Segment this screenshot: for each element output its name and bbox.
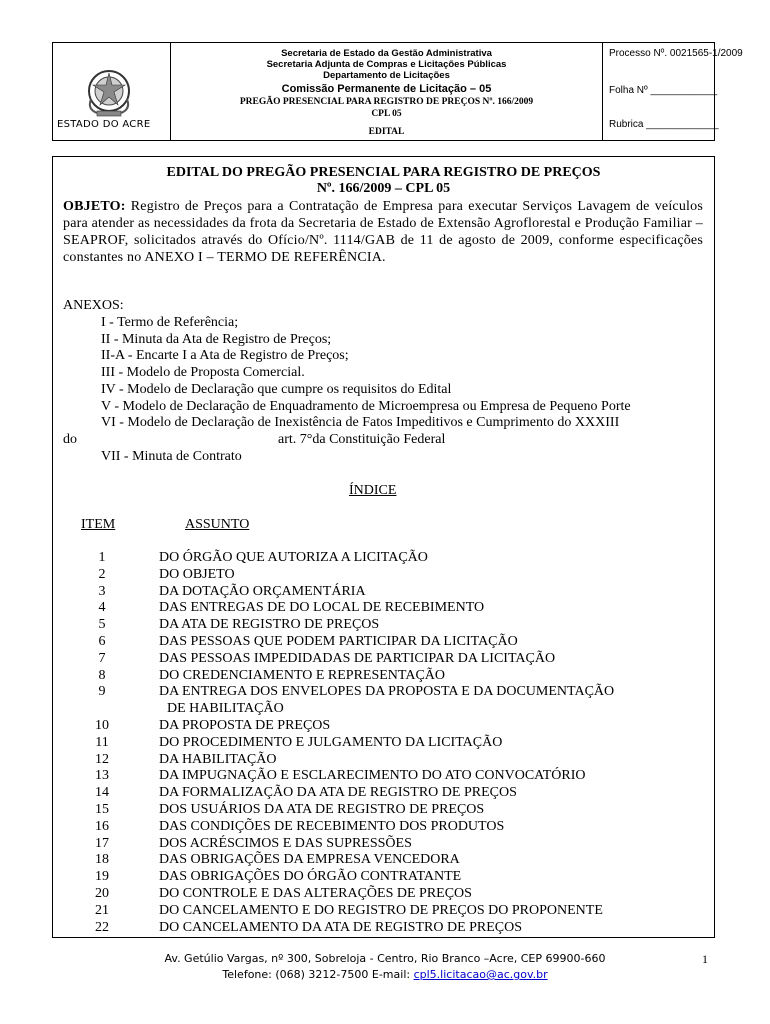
index-item-number: 10 [95, 718, 109, 733]
index-item-number: 2 [98, 566, 106, 582]
footer-phone: Telefone: (068) 3212-7500 E-mail: [222, 968, 414, 981]
departamento-text: Departamento de Licitações [323, 70, 450, 81]
index-item-number: 9 [98, 684, 106, 700]
header-logo-cell [53, 43, 171, 140]
index-item-number: 11 [95, 734, 109, 750]
secretaria-text: Secretaria de Estado da Gestão Administrativa [281, 48, 492, 59]
edital-text: EDITAL [368, 127, 405, 137]
index-item-title: DOS USUÁRIOS DA ATA DE REGISTRO DE PREÇOS [159, 802, 485, 817]
index-item-title: DO OBJETO [159, 566, 235, 582]
index-item-number: 1 [98, 550, 106, 565]
index-item-number: 15 [95, 802, 109, 817]
anexo-item: VII - Minuta de Contrato [101, 449, 242, 464]
footer-contact [0, 968, 770, 981]
index-item-title: DOS ACRÉSCIMOS E DAS SUPRESSÕES [159, 835, 412, 851]
index-item-number: 8 [98, 667, 106, 683]
index-item-number: 18 [95, 852, 109, 868]
index-item-number: 16 [95, 818, 109, 834]
index-item-title: DAS OBRIGAÇÕES DA EMPRESA VENCEDORA [159, 852, 460, 868]
indice-title: ÍNDICE [349, 483, 397, 498]
index-item-title: DA DOTAÇÃO ORÇAMENTÁRIA [159, 583, 366, 599]
comissao-text: Comissão Permanente de Licitação – 05 [281, 83, 492, 95]
document-body [52, 156, 715, 938]
index-item-number: 4 [98, 600, 106, 616]
index-item-number: 5 [98, 617, 106, 633]
anexo-item: IV - Modelo de Declaração que cumpre os requisitos do Edital [101, 382, 452, 397]
index-item-title: DO CREDENCIAMENTO E REPRESENTAÇÃO [159, 667, 446, 683]
processo-text: Processo Nº. 0021565-1/2009 [609, 48, 743, 59]
header-process-cell [603, 43, 743, 140]
anexo-do-text: do [63, 432, 77, 447]
index-item-title: DO PROCEDIMENTO E JULGAMENTO DA LICITAÇÃO [159, 734, 503, 750]
col-assunto-header: ASSUNTO [185, 517, 250, 532]
index-item-number: 19 [95, 869, 109, 885]
page-number: 1 [702, 952, 708, 966]
anexo-item: II-A - Encarte I a Ata de Registro de Preços; [101, 348, 349, 363]
index-item-title: DA HABILITAÇÃO [159, 751, 277, 767]
index-item-title: DA FORMALIZAÇÃO DA ATA DE REGISTRO DE PREÇOS [159, 785, 517, 801]
state-label: ESTADO DO ACRE [57, 119, 151, 130]
anexos-label: ANEXOS: [63, 298, 124, 313]
cpl-text: CPL 05 [371, 109, 402, 119]
index-item-number: 17 [95, 835, 109, 851]
index-item-title-continued: DE HABILITAÇÃO [167, 701, 284, 717]
index-item-title: DA ATA DE REGISTRO DE PREÇOS [159, 617, 380, 633]
index-item-title: DA IMPUGNAÇÃO E ESCLARECIMENTO DO ATO CONVOCATÓRIO [159, 768, 586, 784]
index-item-title: DO CANCELAMENTO E DO REGISTRO DE PREÇOS DO PROPONENTE [159, 902, 603, 918]
objeto-paragraph [63, 198, 703, 266]
footer-address: Av. Getúlio Vargas, nº 300, Sobreloja - Centro, Rio Branco –Acre, CEP 69900-660 [164, 952, 606, 965]
anexo-item: I - Termo de Referência; [101, 315, 239, 330]
index-item-title: DAS PESSOAS IMPEDIDADAS DE PARTICIPAR DA LICITAÇÃO [159, 650, 556, 666]
index-item-title: DAS PESSOAS QUE PODEM PARTICIPAR DA LICITAÇÃO [159, 634, 518, 649]
anexo-item: art. 7°da Constituição Federal [278, 432, 446, 447]
footer-email-link[interactable]: cpl5.licitacao@ac.gov.br [413, 968, 548, 981]
index-item-number: 6 [98, 634, 106, 649]
objeto-label: OBJETO: [63, 199, 126, 214]
document-header [52, 42, 743, 141]
header-title-cell [171, 43, 603, 140]
index-item-number: 12 [95, 751, 109, 767]
index-item-title: DA ENTREGA DOS ENVELOPES DA PROPOSTA E DA DOCUMENTAÇÃO [159, 684, 615, 700]
folha-field: Folha Nº ____________ [609, 85, 718, 96]
document-subtitle: Nº. 166/2009 – CPL 05 [316, 181, 451, 196]
state-coat-of-arms-icon [83, 65, 135, 125]
index-item-title: DO ÓRGÃO QUE AUTORIZA A LICITAÇÃO [159, 550, 428, 565]
index-item-number: 22 [95, 919, 109, 935]
index-item-title: DO CONTROLE E DAS ALTERAÇÕES DE PREÇOS [159, 886, 472, 901]
anexo-item: III - Modelo de Proposta Comercial. [101, 365, 305, 380]
index-item-number: 3 [98, 583, 106, 599]
index-item-title: DA PROPOSTA DE PREÇOS [159, 718, 331, 733]
anexo-item: V - Modelo de Declaração de Enquadramento de Microempresa ou Empresa de Pequeno Porte [101, 399, 631, 414]
index-item-number: 20 [95, 886, 109, 901]
index-item-title: DO CANCELAMENTO DA ATA DE REGISTRO DE PREÇOS [159, 919, 523, 935]
anexo-item: VI - Modelo de Declaração de Inexistência de Fatos Impeditivos e Cumprimento do XXXIII [101, 415, 620, 430]
index-item-number: 14 [95, 785, 109, 801]
index-item-number: 7 [98, 650, 106, 666]
rubrica-field: Rubrica _____________ [609, 119, 719, 130]
anexo-item: II - Minuta da Ata de Registro de Preços; [101, 332, 332, 347]
pregao-text: PREGÃO PRESENCIAL PARA REGISTRO DE PREÇOS Nº. 166/2009 [239, 97, 534, 107]
secretaria-adjunta-text: Secretaria Adjunta de Compras e Licitações Públicas [266, 59, 507, 70]
index-item-title: DAS OBRIGAÇÕES DO ÓRGÃO CONTRATANTE [159, 869, 462, 885]
index-item-number: 13 [95, 768, 109, 784]
col-item-header: ITEM [81, 517, 116, 532]
index-item-number: 21 [95, 902, 109, 918]
index-item-title: DAS ENTREGAS DE DO LOCAL DE RECEBIMENTO [159, 600, 485, 616]
objeto-text: Registro de Preços para a Contratação de Empresa para executar Serviços Lavagem de veículos para atender as necessidades da frota da Secretaria de Estado de Extensão Agroflorestal e Produção Familiar – SEAPROF, solicitados através do Ofício/Nº. 1114/GAB de 11 de agosto de 2009, conforme especificações constantes no ANEXO I – TERMO DE REFERÊNCIA. [63, 199, 703, 265]
document-title: EDITAL DO PREGÃO PRESENCIAL PARA REGISTRO DE PREÇOS [166, 165, 601, 180]
index-item-title: DAS CONDIÇÕES DE RECEBIMENTO DOS PRODUTOS [159, 818, 505, 834]
